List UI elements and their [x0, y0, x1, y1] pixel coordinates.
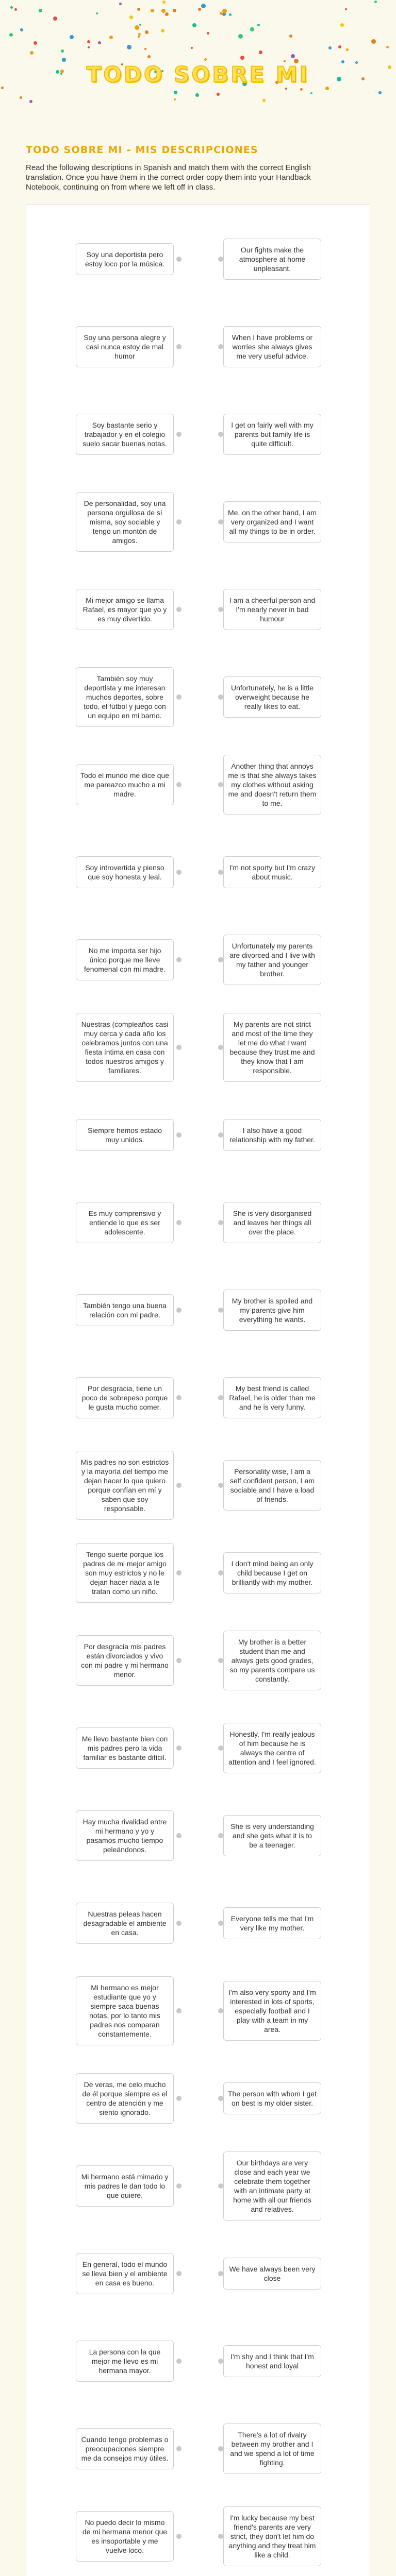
match-connector[interactable] [218, 2359, 223, 2364]
confetti-dot [139, 24, 141, 26]
match-connector[interactable] [176, 2096, 182, 2101]
confetti-dot [300, 88, 303, 91]
confetti-dot [174, 91, 177, 94]
confetti-dot [29, 100, 32, 103]
confetti-dot [138, 33, 141, 36]
english-translation[interactable]: I don't mind being an only child because I get on brilliantly with my mother. [223, 1552, 321, 1594]
match-connector[interactable] [176, 694, 182, 700]
match-pair [26, 303, 370, 391]
match-connector[interactable] [218, 344, 223, 349]
match-connector[interactable] [218, 1395, 223, 1400]
confetti-dot [191, 47, 193, 49]
match-pair [26, 741, 370, 828]
match-pair [26, 1004, 370, 1091]
english-translation[interactable]: Unfortunately my parents are divorced and I live with my father and younger brother. [223, 935, 321, 985]
confetti-dot [20, 28, 23, 31]
spanish-description[interactable]: Soy bastante serio y trabajador y en el colegio suelo sacar buenas notas. [76, 414, 174, 455]
english-translation[interactable]: Unfortunately, he is a little overweight because he really likes to eat. [223, 676, 321, 718]
confetti-dot [161, 29, 164, 32]
match-connector[interactable] [218, 2534, 223, 2539]
spanish-description[interactable]: Mi mejor amigo se llama Rafael, es mayor que yo y es muy divertido. [76, 589, 174, 630]
confetti-dot [87, 40, 90, 43]
match-connector[interactable] [176, 782, 182, 787]
match-connector[interactable] [176, 2359, 182, 2364]
spanish-description[interactable]: En general, todo el mundo se lleva bien y el ambiente en casa es bueno. [76, 2253, 174, 2294]
spanish-description[interactable]: Es muy comprensivo y entiende lo que es ser adolescente. [76, 1202, 174, 1243]
match-pair [26, 215, 370, 303]
match-pair [26, 566, 370, 653]
confetti-dot [340, 23, 344, 27]
confetti-dot [204, 58, 207, 61]
confetti-dot [325, 87, 329, 90]
match-connector[interactable] [176, 432, 182, 437]
spanish-description[interactable]: Soy introvertida y pienso que soy honesta y leal. [76, 856, 174, 888]
match-connector[interactable] [218, 2008, 223, 2013]
confetti-dot [165, 12, 169, 16]
confetti-dot [144, 48, 146, 50]
english-translation[interactable]: Me, on the other hand, I am very organized and I want all my things to be in order. [223, 501, 321, 543]
match-connector[interactable] [176, 257, 182, 262]
confetti-dot [207, 32, 209, 35]
spanish-description[interactable]: Nuestras (compleaños casi muy cerca y cada año los celebramos juntos con una fiesta íntima en casa con todos nuestros amigos y familiares. [76, 1013, 174, 1082]
spanish-description[interactable]: Por desgracia, tiene un poco de sobrepeso porque le gusta mucho comer. [76, 1377, 174, 1418]
match-pair [26, 2317, 370, 2405]
match-pair [26, 1879, 370, 1967]
match-pair [26, 828, 370, 916]
english-translation[interactable]: I'm shy and I think that I'm honest and loyal [223, 2345, 321, 2377]
confetti-dot [20, 96, 22, 99]
match-connector[interactable] [218, 2446, 223, 2451]
match-connector[interactable] [176, 607, 182, 612]
spanish-description[interactable]: Nuestras peleas hacen desagradable el ambiente en casa. [76, 1903, 174, 1944]
match-connector[interactable] [176, 1220, 182, 1225]
english-translation[interactable]: I am a cheerful person and I'm nearly never in bad humour [223, 589, 321, 630]
confetti-dot [173, 9, 176, 12]
activity-instructions: Read the following descriptions in Spanish and match them with the correct English translation. Once you have them in the correct order copy them into your Handback Notebook, continuing on from where we left off in class. [26, 163, 311, 192]
confetti-dot [262, 99, 266, 102]
spanish-description[interactable]: Siempre hemos estado muy unidos. [76, 1119, 174, 1151]
confetti-dot [240, 56, 244, 60]
spanish-description[interactable]: También soy muy deportista y me interesan muchos deportes, sobre todo, el fútbol y juego con un equipo en mi barrio. [76, 667, 174, 727]
match-connector[interactable] [176, 1921, 182, 1926]
confetti-dot [39, 9, 42, 12]
header-banner [0, 0, 396, 108]
match-connector[interactable] [218, 1483, 223, 1488]
english-translation[interactable]: Personality wise, I am a self confident person, I am sociable and I have a load of friends. [223, 1460, 321, 1511]
match-connector[interactable] [176, 2008, 182, 2013]
matching-worksheet [26, 205, 370, 2576]
match-pair [26, 653, 370, 741]
match-connector[interactable] [218, 519, 223, 524]
confetti-dot [346, 48, 349, 51]
match-pair [26, 1529, 370, 1617]
confetti-dot [9, 33, 13, 37]
spanish-description[interactable]: Soy una deportista pero estoy loco por la música. [76, 243, 174, 275]
match-pair [26, 391, 370, 478]
english-translation[interactable]: My brother is spoiled and my parents give him everything he wants. [223, 1290, 321, 1331]
spanish-description[interactable]: Mi hermano está mimado y mis padres le dan todo lo que quiere. [76, 2165, 174, 2207]
confetti-dot [127, 45, 131, 49]
match-connector[interactable] [176, 957, 182, 962]
confetti-dot [61, 49, 64, 53]
match-pair [26, 1967, 370, 2055]
match-connector[interactable] [218, 1921, 223, 1926]
confetti-dot [161, 9, 166, 13]
match-connector[interactable] [218, 432, 223, 437]
match-pair [26, 1442, 370, 1529]
confetti-dot [289, 35, 292, 38]
english-translation[interactable]: She is very understanding and she gets what it is to be a teenager. [223, 1815, 321, 1856]
match-connector[interactable] [176, 1570, 182, 1575]
match-pair [26, 1792, 370, 1879]
spanish-description[interactable]: Mi hermano es mejor estudiante que yo y siempre saca buenas notas, por lo tanto mis padres nos comparan constantemente. [76, 1976, 174, 2045]
match-connector[interactable] [176, 1045, 182, 1050]
confetti-dot [119, 3, 122, 5]
match-connector[interactable] [176, 870, 182, 875]
spanish-description[interactable]: La persona con la que mejor me llevo es mi hermana mayor. [76, 2341, 174, 2382]
confetti-dot [338, 45, 341, 48]
confetti-dot [328, 46, 332, 49]
match-pair [26, 1179, 370, 1266]
confetti-dot [238, 34, 243, 39]
confetti-dot [201, 4, 206, 8]
match-connector[interactable] [218, 1220, 223, 1225]
confetti-dot [151, 9, 154, 12]
match-connector[interactable] [218, 2183, 223, 2189]
confetti-dot [195, 93, 199, 97]
match-connector[interactable] [176, 1745, 182, 1751]
confetti-dot [174, 98, 176, 100]
confetti-dot [310, 92, 312, 94]
confetti-dot [34, 41, 37, 45]
match-connector[interactable] [176, 1833, 182, 1838]
spanish-description[interactable]: Tengo suerte porque los padres de mi mejor amigo son muy estrictos y no le dejan hacer nada a le tratan como un niño. [76, 1543, 174, 1603]
match-connector[interactable] [218, 1308, 223, 1313]
english-translation[interactable]: I'm not sporty but I'm crazy about music. [223, 856, 321, 888]
spanish-description[interactable]: Por desgracia mis padres están divorciados y vivo con mi padre y mi hermano menor. [76, 1635, 174, 1686]
match-connector[interactable] [218, 694, 223, 700]
confetti-dot [98, 41, 101, 44]
confetti-dot [129, 15, 133, 19]
confetti-dot [285, 88, 287, 90]
spanish-description[interactable]: También tengo una buena relación con mi padre. [76, 1294, 174, 1326]
english-translation[interactable]: My parents are not strict and most of the time they let me do what I want because they trust me and they know that I am responsible. [223, 1013, 321, 1082]
confetti-dot [96, 12, 98, 14]
match-connector[interactable] [176, 2446, 182, 2451]
english-translation[interactable]: Everyone tells me that I'm very like my mother. [223, 1907, 321, 1939]
english-translation[interactable]: Our fights make the atmosphere at home unpleasant. [223, 239, 321, 280]
match-connector[interactable] [218, 2096, 223, 2101]
match-pair [26, 2230, 370, 2317]
confetti-dot [198, 8, 201, 11]
match-connector[interactable] [218, 607, 223, 612]
match-connector[interactable] [176, 1658, 182, 1663]
confetti-dot [147, 55, 151, 58]
english-translation[interactable]: There's a lot of rivalry between my brother and I and we spend a lot of time fighting. [223, 2424, 321, 2474]
match-connector[interactable] [218, 782, 223, 787]
confetti-dot [378, 91, 382, 94]
spanish-description[interactable]: No puedo decir lo mismo de mi hermana menor que es insoportable y me vuelve loco. [76, 2511, 174, 2562]
match-pair [26, 478, 370, 566]
match-connector[interactable] [176, 2183, 182, 2189]
spanish-description[interactable]: Hay mucha rivalidad entre mi hermano y yo y pasamos mucho tiempo peleándonos. [76, 1810, 174, 1861]
match-connector[interactable] [176, 1132, 182, 1138]
match-connector[interactable] [218, 870, 223, 875]
spanish-description[interactable]: De veras, me celo mucho de él porque siempre es el centro de atención y me siento ignorado. [76, 2073, 174, 2124]
page-title: TODO SOBRE MI [86, 62, 310, 87]
match-connector[interactable] [218, 957, 223, 962]
match-connector[interactable] [218, 2271, 223, 2276]
english-translation[interactable]: Our birthdays are very close and each year we celebrate them together with an intimate party at home with all our friends and relatives. [223, 2151, 321, 2221]
match-pair [26, 2405, 370, 2493]
english-translation[interactable]: I'm lucky because my best friend's parents are very strict, they don't let him do anything and they treat him like a child. [223, 2506, 321, 2566]
confetti-dot [291, 54, 295, 58]
match-connector[interactable] [218, 1745, 223, 1751]
match-pair [26, 2055, 370, 2142]
confetti-dot [217, 93, 220, 96]
match-pair [26, 2142, 370, 2230]
match-pair [26, 1354, 370, 1442]
match-connector[interactable] [176, 344, 182, 349]
main-content [26, 144, 370, 2576]
confetti-dot [250, 27, 254, 31]
confetti-dot [137, 8, 140, 11]
match-pair [26, 1704, 370, 1792]
confetti-dot [138, 36, 140, 38]
spanish-description[interactable]: No me importa ser hijo único porque me lleve fenomenal con mi madre. [76, 939, 174, 980]
english-translation[interactable]: I get on fairly well with my parents but family life is quite difficult. [223, 414, 321, 455]
match-connector[interactable] [218, 1132, 223, 1138]
match-connector[interactable] [176, 1308, 182, 1313]
confetti-dot [229, 13, 232, 16]
match-pair [26, 1617, 370, 1704]
confetti-dot [192, 23, 196, 27]
match-connector[interactable] [218, 1045, 223, 1050]
confetti-dot [14, 8, 17, 11]
confetti-dot [109, 36, 113, 39]
match-pair [26, 1266, 370, 1354]
spanish-description[interactable]: Todo el mundo me dice que me pareazco mucho a mi madre. [76, 764, 174, 805]
spanish-description[interactable]: Me llevo bastante bien con mis padres pero la vida familiar es bastante difícil. [76, 1727, 174, 1769]
match-pair [26, 2493, 370, 2576]
english-translation[interactable]: We have always been very close [223, 2258, 321, 2290]
match-connector[interactable] [218, 1570, 223, 1575]
english-translation[interactable]: Another thing that annoys me is that she always takes my clothes without asking me and doesn't return them to me. [223, 755, 321, 815]
spanish-description[interactable]: De personalidad, soy una persona orgullosa de sí misma, soy sociable y tengo un montón de amigos. [76, 492, 174, 552]
confetti-dot [345, 8, 347, 10]
confetti-dot [374, 1, 377, 3]
match-connector[interactable] [218, 1658, 223, 1663]
english-translation[interactable]: When I have problems or worries she always gives me very useful advice. [223, 326, 321, 367]
confetti-dot [259, 50, 262, 54]
confetti-dot [162, 1, 166, 4]
spanish-description[interactable]: Mis padres no son estrictos y la mayoría del tiempo me dejan hacer lo que quiero porque confían en mí y saben que soy responsable. [76, 1451, 174, 1520]
english-translation[interactable]: My brother is a better student than me and always gets good grades, so my parents compare us constantly. [223, 1631, 321, 1690]
confetti-dot [222, 9, 227, 13]
spanish-description[interactable]: Soy una persona alegre y casi nunca estoy de mal humor [76, 326, 174, 367]
match-connector[interactable] [176, 1483, 182, 1488]
match-connector[interactable] [218, 1833, 223, 1838]
match-pair [26, 916, 370, 1004]
match-connector[interactable] [176, 2271, 182, 2276]
match-pair [26, 1091, 370, 1179]
confetti-dot [30, 51, 34, 55]
confetti-dot [135, 25, 139, 30]
confetti-dot [88, 46, 90, 48]
confetti-dot [70, 35, 74, 39]
english-translation[interactable]: She is very disorganised and leaves her things all over the place. [223, 1202, 321, 1243]
confetti-dot [62, 58, 66, 62]
confetti-dot [371, 39, 376, 44]
match-connector[interactable] [176, 519, 182, 524]
english-translation[interactable]: I'm also very sporty and I'm interested in lots of sports, especially football and I play with a team in my area. [223, 1981, 321, 2041]
confetti-dot [386, 46, 389, 48]
match-connector[interactable] [176, 2534, 182, 2539]
spanish-description[interactable]: Cuando tengo problemas o preocupaciones siempre me da consejos muy útiles. [76, 2428, 174, 2469]
english-translation[interactable]: The person with whom I get on best is my older sister. [223, 2082, 321, 2114]
confetti-dot [145, 30, 148, 34]
match-connector[interactable] [176, 1395, 182, 1400]
english-translation[interactable]: I also have a good relationship with my father. [223, 1119, 321, 1151]
confetti-dot [257, 24, 260, 26]
confetti-dot [10, 6, 13, 9]
confetti-dot [53, 16, 57, 21]
activity-title: TODO SOBRE MI - MIS DESCRIPCIONES [26, 144, 258, 156]
english-translation[interactable]: My best friend is called Rafael, he is older than me and he is very funny. [223, 1377, 321, 1418]
match-connector[interactable] [218, 257, 223, 262]
english-translation[interactable]: Honestly, I'm really jealous of him because he is always the centre of attention and I feel ignored. [223, 1723, 321, 1773]
confetti-dot [220, 12, 223, 15]
